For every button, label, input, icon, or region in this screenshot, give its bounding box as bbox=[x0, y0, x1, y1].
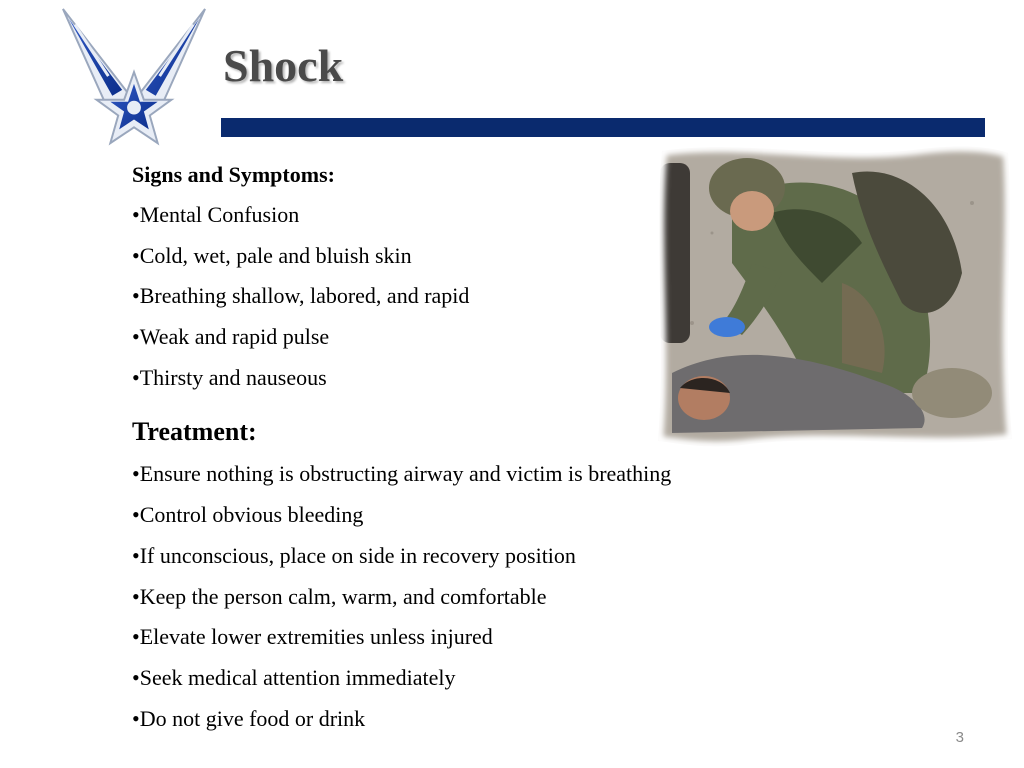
medic-treating-patient-photo bbox=[652, 143, 1015, 451]
treatment-heading: Treatment: bbox=[132, 417, 257, 447]
signs-item: •Breathing shallow, labored, and rapid bbox=[132, 283, 470, 309]
air-force-logo-icon bbox=[55, 5, 213, 153]
treatment-item: •Ensure nothing is obstructing airway and victim is breathing bbox=[132, 461, 672, 487]
treatment-item: •Keep the person calm, warm, and comfortable bbox=[132, 583, 547, 609]
treatment-list bbox=[132, 454, 852, 739]
treatment-item: •Elevate lower extremities unless injured bbox=[132, 624, 493, 650]
signs-item: •Cold, wet, pale and bluish skin bbox=[132, 242, 412, 268]
signs-item: •Thirsty and nauseous bbox=[132, 364, 327, 390]
signs-item: •Mental Confusion bbox=[132, 202, 300, 227]
title-underline-bar bbox=[221, 118, 985, 137]
page-title: Shock bbox=[223, 40, 344, 91]
signs-heading: Signs and Symptoms: bbox=[132, 162, 335, 187]
slide-number: 3 bbox=[955, 729, 964, 746]
treatment-item: •Control obvious bleeding bbox=[132, 502, 364, 528]
signs-item: •Weak and rapid pulse bbox=[132, 324, 330, 350]
treatment-item: •Seek medical attention immediately bbox=[132, 664, 456, 690]
treatment-item: •Do not give food or drink bbox=[132, 705, 366, 731]
treatment-item: •If unconscious, place on side in recovery position bbox=[132, 542, 576, 568]
